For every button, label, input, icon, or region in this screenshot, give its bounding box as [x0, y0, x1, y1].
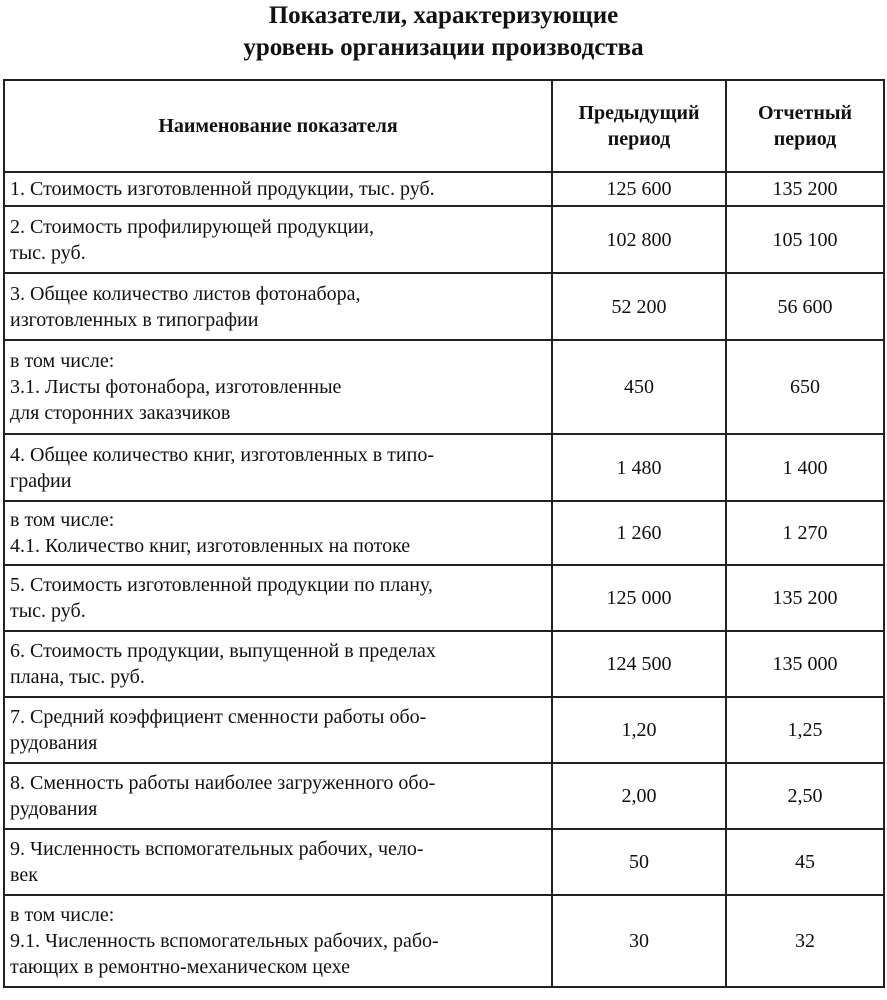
- indicator-name-cell: [4, 340, 552, 434]
- table-row: [4, 206, 884, 273]
- header-previous-period: [552, 80, 726, 172]
- table-row: [4, 501, 884, 565]
- reporting-period-value: 1 400: [726, 434, 884, 501]
- table-row: [4, 172, 884, 206]
- indicator-name-line: век: [10, 864, 38, 886]
- indicator-name-cell: [4, 631, 552, 697]
- reporting-period-value: 56 600: [726, 273, 884, 340]
- indicator-name-line: для сторонних заказчиков: [10, 402, 231, 424]
- indicator-name-line: тыс. руб.: [10, 600, 86, 622]
- header-reporting-line-1: Отчетный: [757, 102, 853, 124]
- indicator-name-line: в том числе:: [10, 509, 115, 531]
- indicator-name-cell: [4, 895, 552, 987]
- indicator-name-line: 3. Общее количество листов фотонабора,: [10, 282, 361, 305]
- indicator-name-line: графии: [10, 469, 72, 492]
- table-body: [4, 172, 884, 987]
- indicator-name-cell: [4, 763, 552, 829]
- indicator-name-cell: [4, 501, 552, 565]
- indicators-table: [3, 79, 885, 988]
- indicator-name-line: тыс. руб.: [10, 241, 86, 264]
- header-reporting-line-2: период: [773, 128, 837, 150]
- indicator-name-line: в том числе:: [10, 350, 115, 372]
- reporting-period-value: 135 200: [726, 565, 884, 631]
- title-line-2: уровень организации производства: [243, 34, 644, 61]
- indicator-name-line: 5. Стоимость изготовленной продукции по плану,: [10, 574, 433, 596]
- indicator-name-line: 3.1. Листы фотонабора, изготовленные: [10, 376, 342, 398]
- reporting-period-value: 135 200: [726, 172, 884, 206]
- indicator-name-line: рудования: [10, 798, 98, 820]
- previous-period-value: 1 260: [552, 501, 726, 565]
- indicator-name-line: 4. Общее количество книг, изготовленных в типо-: [10, 443, 434, 466]
- indicator-name-line: 8. Сменность работы наиболее загруженного обо-: [10, 772, 436, 794]
- indicator-name-cell: [4, 206, 552, 273]
- previous-period-value: 1 480: [552, 434, 726, 501]
- reporting-period-value: 135 000: [726, 631, 884, 697]
- page-title: [0, 0, 887, 64]
- indicator-name-line: 7. Средний коэффициент сменности работы обо-: [10, 706, 427, 728]
- header-previous-line-2: период: [607, 128, 671, 150]
- table-row: [4, 434, 884, 501]
- header-previous-line-1: Предыдущий: [578, 102, 700, 124]
- title-line-1: Показатели, характеризующие: [268, 2, 619, 29]
- indicator-name-line: изготовленных в типографии: [10, 308, 259, 331]
- indicator-name-line: 4.1. Количество книг, изготовленных на потоке: [10, 535, 411, 557]
- indicator-name-cell: [4, 172, 552, 206]
- indicator-name-line: 6. Стоимость продукции, выпущенной в пределах: [10, 640, 436, 662]
- previous-period-value: 450: [552, 340, 726, 434]
- indicator-name-line: тающих в ремонтно-механическом цехе: [10, 956, 350, 978]
- previous-period-value: 102 800: [552, 206, 726, 273]
- indicator-name-line: 2. Стоимость профилирующей продукции,: [10, 215, 374, 238]
- indicator-name-cell: [4, 273, 552, 340]
- table-header-row: [4, 80, 884, 172]
- table-row: [4, 273, 884, 340]
- table-row: [4, 565, 884, 631]
- reporting-period-value: 1,25: [726, 697, 884, 763]
- reporting-period-value: 2,50: [726, 763, 884, 829]
- reporting-period-value: 45: [726, 829, 884, 895]
- indicator-name-cell: [4, 697, 552, 763]
- table-row: [4, 631, 884, 697]
- table-row: [4, 829, 884, 895]
- reporting-period-value: 1 270: [726, 501, 884, 565]
- previous-period-value: 30: [552, 895, 726, 987]
- previous-period-value: 52 200: [552, 273, 726, 340]
- indicator-name-cell: [4, 565, 552, 631]
- header-reporting-period: [726, 80, 884, 172]
- indicator-name-line: 9. Численность вспомогательных рабочих, чело-: [10, 838, 424, 860]
- indicator-name-cell: [4, 434, 552, 501]
- previous-period-value: 124 500: [552, 631, 726, 697]
- table-row: [4, 697, 884, 763]
- indicator-name-line: в том числе:: [10, 904, 115, 926]
- indicator-name-cell: [4, 829, 552, 895]
- reporting-period-value: 650: [726, 340, 884, 434]
- reporting-period-value: 32: [726, 895, 884, 987]
- indicator-name-line: 1. Стоимость изготовленной продукции, тыс. руб.: [10, 178, 435, 200]
- reporting-period-value: 105 100: [726, 206, 884, 273]
- indicator-name-line: 9.1. Численность вспомогательных рабочих, рабо-: [10, 930, 439, 952]
- previous-period-value: 2,00: [552, 763, 726, 829]
- table-row: [4, 895, 884, 987]
- indicator-name-line: рудования: [10, 732, 98, 754]
- previous-period-value: 125 600: [552, 172, 726, 206]
- table-row: [4, 340, 884, 434]
- table-row: [4, 763, 884, 829]
- previous-period-value: 125 000: [552, 565, 726, 631]
- previous-period-value: 1,20: [552, 697, 726, 763]
- header-indicator-name: Наименование показателя: [4, 80, 552, 172]
- indicator-name-line: плана, тыс. руб.: [10, 666, 145, 688]
- previous-period-value: 50: [552, 829, 726, 895]
